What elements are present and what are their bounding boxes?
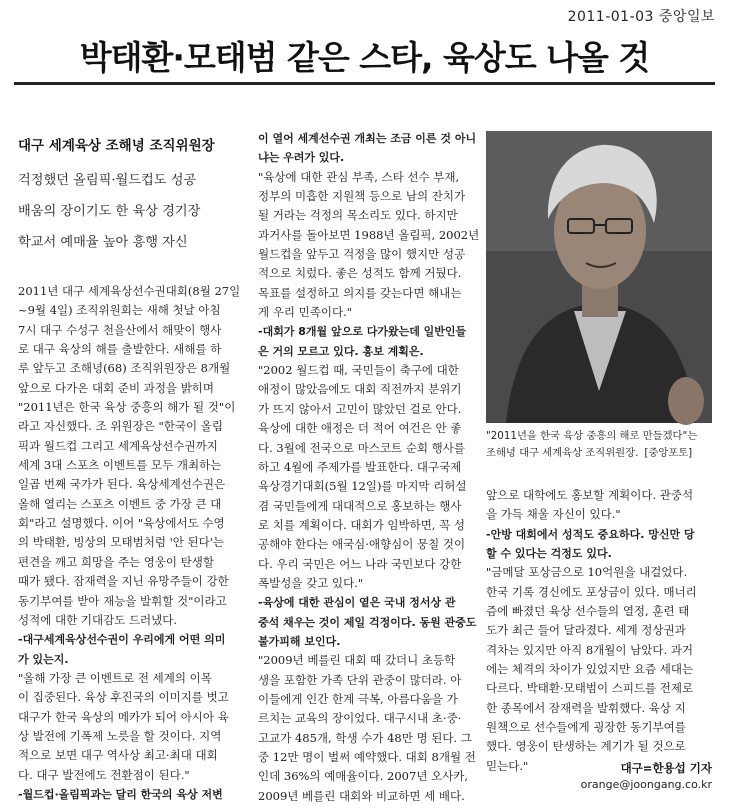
article-text-line: 일곱 번째 국가가 된다. 육상세계선수권은 xyxy=(18,477,226,492)
article-text-line: 다. 우리 국민은 어느 나라 국민보다 강한 xyxy=(258,556,462,571)
deck xyxy=(18,165,246,258)
article-text-line: ~9월 4일) 조직위원회는 새해 첫날 아침 xyxy=(18,303,221,318)
article-text-line: 적으로 보면 대구 역사상 최고·최대 대회 xyxy=(18,748,218,763)
interview-question-line: 가 있는지. xyxy=(18,652,69,666)
article-text-line: 애정이 많았음에도 대회 직전까지 분위기 xyxy=(258,382,462,397)
article-text-line: 로 치를 계획이다. 대회가 임박하면, 꼭 성 xyxy=(258,517,465,532)
interview-question-line: 중석 채우는 것이 제일 걱정이다. 동원 관중도 xyxy=(258,615,477,629)
article-text-line: 2009년 베를린 대회와 비교하면 세 배다. xyxy=(258,788,465,803)
interview-question-line: -대구세계육상선수권이 우리에게 어떤 의미 xyxy=(18,633,226,647)
article-text-line: 에는 체격의 차이가 있었지만 요즘 세대는 xyxy=(486,662,694,677)
article-text-line: 가 뜨지 않아서 고민이 많았던 걸로 안다. xyxy=(258,401,462,416)
article-text-line: "2009년 베를린 대회 때 갔더니 초등학 xyxy=(258,653,456,668)
interview-question-line: 은 거의 모르고 있다. 홍보 계획은. xyxy=(258,344,424,358)
portrait-illustration xyxy=(486,131,712,423)
article-text-line: 월드컵을 앞두고 걱정을 많이 했지만 성공 xyxy=(258,247,466,262)
photo-caption xyxy=(486,428,712,462)
caption-text: 조해녕 대구 세계육상 조직위원장. xyxy=(486,447,639,459)
article-text-line: 세계 3대 스포츠 이벤트를 모두 개최하는 xyxy=(18,458,222,473)
article-text-line: 2011년 대구 세계육상선수권대회(8월 27일 xyxy=(18,284,241,298)
interview-question-line: 이 열어 세계선수권 개최는 조금 이른 것 아니 xyxy=(258,132,477,145)
article-text-line: 다르다. 박태환·모태범이 스피드를 전제로 xyxy=(486,681,694,696)
article-text-line: 대구가 한국 육상의 메카가 되어 아시아 육 xyxy=(18,709,229,724)
article-text-line: 원책으로 선수들에게 굉장한 동기부여를 xyxy=(486,720,686,735)
article-text-line: "육상에 대한 관심 부족, 스타 선수 부재, xyxy=(258,169,460,184)
byline: 대구=한용섭 기자 xyxy=(620,761,712,775)
article-text-line: 격차는 있지만 아직 8개월이 남았다. 과거 xyxy=(486,642,693,657)
article-text-line: 상 발전에 기폭제 노릇을 할 것이다. 지역 xyxy=(18,728,222,743)
article-text-line: 회"라고 설명했다. 이어 "육상에서도 수영 xyxy=(18,516,225,531)
article-column-3 xyxy=(486,486,712,796)
article-text-line: 과거사를 돌아보면 1988년 올림픽, 2002년 xyxy=(258,227,480,242)
article-text-line: 로 대구 육상의 해를 출발한다. 새해를 하 xyxy=(18,342,222,357)
subhead: 대구 세계육상 조해녕 조직위원장 xyxy=(18,138,215,154)
article-text-line: 정부의 미흡한 지원책 등으로 남의 잔치가 xyxy=(258,189,466,204)
article-column-2 xyxy=(258,129,480,803)
article-text-line: 공해야 한다는 애국심·애향심이 뭉칠 것이 xyxy=(258,537,466,552)
article-text-line: 다. 3월에 전국으로 마스코트 순회 행사를 xyxy=(258,440,465,455)
article-text-line: 목표를 설정하고 의지를 갖는다면 해내는 xyxy=(258,285,462,300)
article-text-line: "올해 가장 큰 이벤트로 전 세계의 이목 xyxy=(18,670,212,685)
article-text-line: 앞으로 대학에도 홍보할 계획이다. 관중석 xyxy=(486,488,694,502)
headline: 박태환·모태범 같은 스타, 육상도 나올 것 xyxy=(79,38,650,77)
interview-question-line: -월드컵·올림픽과는 달리 한국의 육상 저변 xyxy=(18,787,223,801)
article-text-line: 이들에게 인간 한계 극복, 아름다움을 가 xyxy=(258,691,458,706)
interview-question-line: -대회가 8개월 앞으로 다가왔는데 일반인들 xyxy=(258,325,467,339)
deck-line: 배움의 장이기도 한 육상 경기장 xyxy=(18,204,201,219)
article-text-line: 중 12만 명이 벌써 예약했다. 대회 8개월 전 xyxy=(258,750,476,764)
article-text-line: 7시 대구 수성구 천을산에서 해맞이 행사 xyxy=(18,322,222,337)
article-text-line: 루 앞두고 조해녕(68) 조직위원장은 8개월 xyxy=(18,361,231,376)
article-text-line: 픽과 월드컵 그리고 세계육상선수권까지 xyxy=(18,438,218,453)
article-text-line: 한국 기록 경신에도 포상금이 있다. 매너리 xyxy=(486,584,697,599)
article-column-1 xyxy=(18,282,248,801)
article-text-line: 적으로 치렀다. 좋은 성적도 함께 거뒀다. xyxy=(258,266,462,281)
article-text-line: 때가 됐다. 잠재력을 지닌 유망주들이 강한 xyxy=(18,574,229,589)
interview-question-line: 할 수 있다는 걱정도 있다. xyxy=(486,547,612,561)
article-text-line: 의 박태환, 빙상의 모태범처럼 '안 된다'는 xyxy=(18,535,224,550)
caption-line xyxy=(486,445,712,462)
article-text-line: "2002 월드컵 때, 국민들이 축구에 대한 xyxy=(258,363,459,378)
article-text-line: 다. 대구 발전에도 전환점이 된다." xyxy=(18,767,190,782)
article-text-line: 게 우리 민족이다." xyxy=(258,305,353,320)
article-text-line: 겸 국민들에게 대대적으로 홍보하는 행사 xyxy=(258,498,462,513)
article-text-line: 육상에 대한 애정은 더 적어 여건은 안 좋 xyxy=(258,421,462,436)
article-text-line: 올해 열리는 스포츠 이벤트 중 가장 큰 대 xyxy=(18,496,222,511)
article-text-line: 편견을 깨고 희망을 주는 영웅이 탄생할 xyxy=(18,554,215,569)
article-text-line: 이 집중된다. 육상 후진국의 이미지를 벗고 xyxy=(18,690,229,705)
article-text-line: 될 거라는 걱정의 목소리도 있다. 하지만 xyxy=(258,208,458,223)
article-text-line: 앞으로 다가온 대회 준비 과정을 밝히며 xyxy=(18,380,215,395)
article-text-line: 했다. 영웅이 탄생하는 계기가 될 것으로 xyxy=(486,739,686,754)
article-text-line: 라고 자신했다. 조 위원장은 "한국이 올림 xyxy=(18,419,223,434)
deck-line: 걱정했던 올림픽·월드컵도 성공 xyxy=(18,173,197,188)
portrait-photo xyxy=(486,131,712,423)
deck-line: 학교서 예매율 높아 흥행 자신 xyxy=(18,235,188,250)
article-text-line: 하고 4월에 주제가를 발표한다. 대구국제 xyxy=(258,459,462,474)
article-text-line: "2011년은 한국 육상 중흥의 해가 될 것"이 xyxy=(18,400,236,415)
photo-credit: [중앙포토] xyxy=(644,447,693,459)
article-text-line: 을 가득 채울 자신이 있다." xyxy=(486,507,621,522)
article-text-line: 한 종목에서 잠재력을 발휘했다. 육상 지 xyxy=(486,700,686,715)
reporter-email: orange@joongang.co.kr xyxy=(580,778,712,791)
article-text-line: "금메달 포상금으로 10억원을 내걸었다. xyxy=(486,565,688,580)
article-text-line: 믿는다." xyxy=(486,758,529,773)
interview-question-line: 불가피해 보인다. xyxy=(258,634,341,648)
article-text-line: 즘에 빠졌던 육상 선수들의 열정, 훈련 태 xyxy=(486,604,690,619)
article-text-line: 생을 포함한 가족 단위 관중이 많더라. 아 xyxy=(258,672,462,687)
article-text-line: 동기부여를 받아 재능을 발휘할 것"이라고 xyxy=(18,593,227,608)
article-text-line: 성적에 대한 기대감도 드러냈다. xyxy=(18,612,178,627)
interview-question-line: -육상에 대한 관심이 옅은 국내 정서상 관 xyxy=(258,596,456,610)
caption-line: "2011년을 한국 육상 중흥의 해로 만들겠다"는 xyxy=(486,430,698,442)
article-text-line: 도가 최근 들어 달라졌다. 세계 정상권과 xyxy=(486,623,686,638)
headline-rule xyxy=(14,82,715,85)
article-text-line: 르치는 교육의 장이었다. 대구시내 초·중· xyxy=(258,711,462,726)
dateline: 2011-01-03 중앙일보 xyxy=(567,9,715,25)
interview-question-line: 냐는 우려가 있다. xyxy=(258,151,345,165)
article-text-line: 육상경기대회(5월 12일)를 마지막 리허설 xyxy=(258,479,467,494)
interview-question-line: -안방 대회에서 성적도 중요하다. 망신만 당 xyxy=(486,527,695,541)
article-text-line: 폭발성을 갖고 있다." xyxy=(258,575,364,590)
article-text-line: 인데 36%의 예매율이다. 2007년 오사카, xyxy=(258,769,469,784)
article-text-line: 고교가 485개, 학생 수가 48만 명 된다. 그 xyxy=(258,730,472,745)
